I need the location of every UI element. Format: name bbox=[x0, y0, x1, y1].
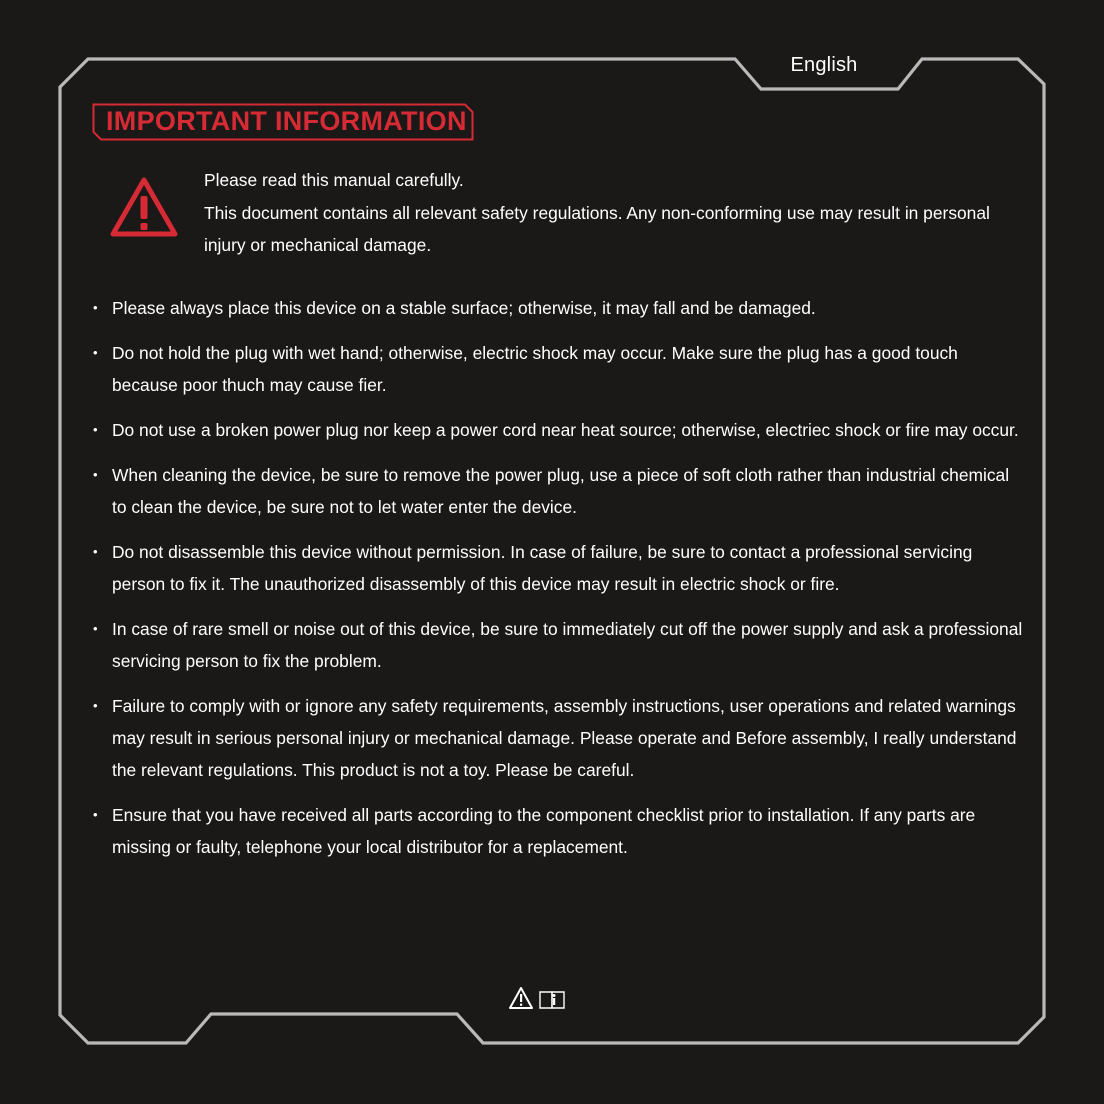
list-item: • Do not disassemble this device without permission. In case of failure, be sure to contact a professional servicing person to fix it. The unauthorized disassembly of this device may result in electric shock or fire. bbox=[93, 536, 1023, 600]
list-item: • In case of rare smell or noise out of this device, be sure to immediately cut off the power supply and ask a professional servicing person to fix the problem. bbox=[93, 613, 1023, 677]
warning-icon bbox=[510, 988, 532, 1008]
language-label: English bbox=[790, 54, 858, 76]
list-item: • Do not use a broken power plug nor keep a power cord near heat source; otherwise, electriec shock or fire may occur. bbox=[93, 414, 1023, 446]
list-item: • Do not hold the plug with wet hand; otherwise, electric shock may occur. Make sure the plug has a good touch because poor thuch may cause fier. bbox=[93, 337, 1023, 401]
read-manual-icon bbox=[540, 992, 564, 1008]
list-item: • When cleaning the device, be sure to remove the power plug, use a piece of soft cloth rather than industrial chemical to clean the device, be sure not to let water enter the device. bbox=[93, 459, 1023, 523]
page-title: IMPORTANT INFORMATION bbox=[106, 106, 467, 136]
list-item: • Please always place this device on a stable surface; otherwise, it may fall and be damaged. bbox=[93, 292, 1023, 324]
intro-line: Please read this manual carefully. bbox=[204, 170, 464, 190]
intro-line: This document contains all relevant safety regulations. Any non-conforming use may result in personal injury or mechanical damage. bbox=[204, 202, 990, 255]
intro-text bbox=[204, 164, 1034, 262]
list-item: • Failure to comply with or ignore any safety requirements, assembly instructions, user operations and related warnings may result in serious personal injury or mechanical damage. Please operate and Before assembly, I really understand the relevant regulations. This product is not a toy. Please be careful. bbox=[93, 690, 1023, 786]
section-title bbox=[92, 103, 474, 141]
list-item: • Ensure that you have received all parts according to the component checklist prior to installation. If any parts are missing or faulty, telephone your local distributor for a replacement. bbox=[93, 799, 1023, 863]
footer-icons bbox=[508, 986, 570, 1012]
warning-triangle-icon bbox=[110, 176, 178, 238]
safety-rules-list bbox=[93, 292, 1023, 876]
